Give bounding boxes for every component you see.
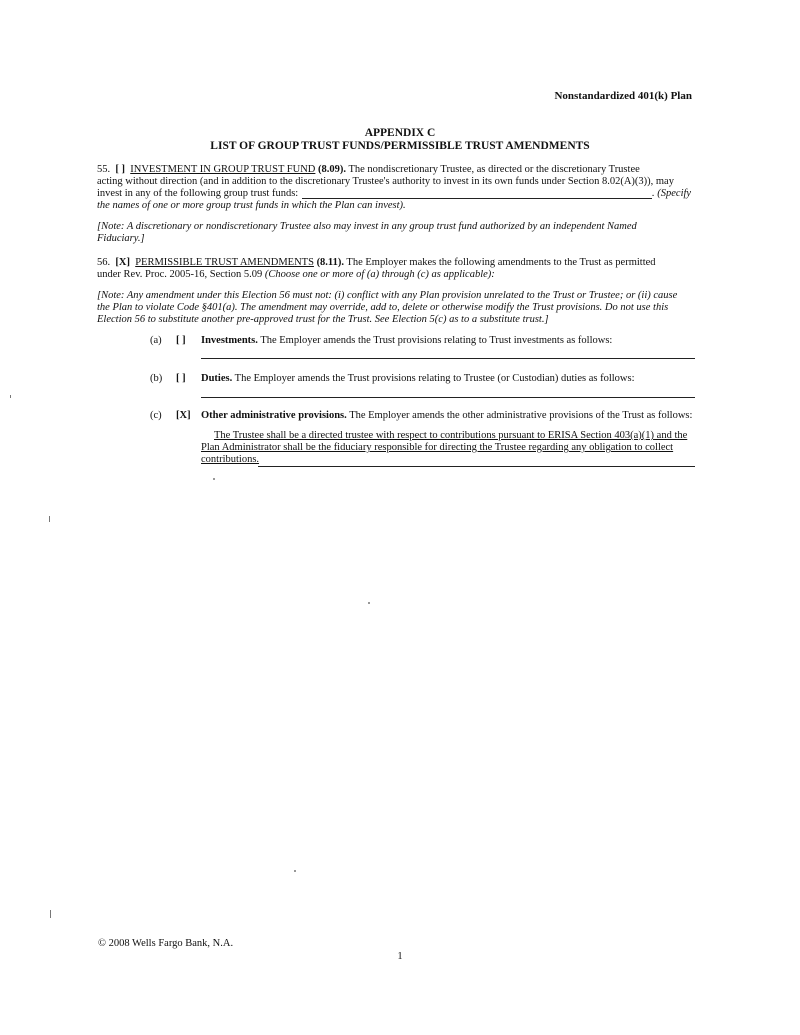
election-56-line2 bbox=[97, 269, 682, 281]
election-55-checkbox[interactable]: [ ] bbox=[115, 164, 125, 175]
election-55-heading: INVESTMENT IN GROUP TRUST FUND bbox=[130, 164, 316, 175]
election-56-text2: under Rev. Proc. 2005-16, Section 5.09 bbox=[97, 269, 263, 280]
option-a-blank[interactable] bbox=[201, 358, 695, 359]
election-55-note2: Fiduciary.] bbox=[97, 233, 145, 244]
option-b-text: The Employer amends the Trust provisions relating to Trustee (or Custodian) duties as follows: bbox=[234, 373, 635, 384]
option-a-text: The Employer amends the Trust provisions relating to Trust investments as follows: bbox=[260, 335, 613, 346]
election-56-text1: The Employer makes the following amendments to the Trust as permitted bbox=[346, 257, 656, 268]
option-a-row bbox=[201, 335, 701, 347]
option-a-checkbox[interactable]: [ ] bbox=[176, 335, 186, 346]
option-a-letter: (a) bbox=[150, 335, 162, 346]
appendix-subtitle: LIST OF GROUP TRUST FUNDS/PERMISSIBLE TRUST AMENDMENTS bbox=[210, 140, 590, 152]
group-trust-funds-blank[interactable] bbox=[302, 198, 652, 199]
option-b-letter: (b) bbox=[150, 373, 163, 384]
election-56-checkbox[interactable]: [X] bbox=[115, 257, 130, 268]
appendix-title: APPENDIX C bbox=[364, 127, 436, 139]
election-55-section: (8.09). bbox=[318, 164, 347, 175]
election-56-heading: PERMISSIBLE TRUST AMENDMENTS bbox=[135, 257, 314, 268]
election-56-section: (8.11). bbox=[316, 257, 344, 268]
election-55-number: 55. bbox=[97, 164, 111, 175]
scan-speck bbox=[213, 478, 215, 480]
option-c-fill-line2[interactable]: Plan Administrator shall be the fiduciary responsible for directing the Trustee regarding any obligation to collect bbox=[201, 442, 674, 453]
scan-speck bbox=[368, 602, 370, 604]
option-b-row bbox=[201, 373, 701, 385]
election-55-text3: invest in any of the following group trust funds: bbox=[97, 188, 299, 199]
page-number: 1 bbox=[397, 951, 403, 962]
election-56-note3: Election 56 to substitute another pre-approved trust for the Trust. See Election 5(c) as to a substitute trust.] bbox=[97, 314, 549, 325]
election-56-line1 bbox=[97, 257, 682, 269]
option-c-fill-line3[interactable]: contributions. bbox=[201, 454, 260, 465]
option-c-blank-rest bbox=[258, 466, 695, 467]
scan-speck bbox=[294, 870, 296, 872]
scan-speck bbox=[49, 516, 50, 522]
election-55-text1: The nondiscretionary Trustee, as directed or the discretionary Trustee bbox=[348, 164, 640, 175]
scan-speck bbox=[10, 395, 11, 398]
election-55-note1: [Note: A discretionary or nondiscretionary Trustee also may invest in any group trust fund authorized by an independent Named bbox=[97, 221, 637, 232]
option-b-blank[interactable] bbox=[201, 397, 695, 398]
option-c-fill-line1[interactable]: The Trustee shall be a directed trustee with respect to contributions pursuant to ERISA Section 403(a)(1) and the bbox=[214, 430, 688, 441]
option-c-row bbox=[201, 410, 701, 422]
copyright-footer: © 2008 Wells Fargo Bank, N.A. bbox=[98, 938, 234, 949]
option-b-label: Duties. bbox=[201, 373, 233, 384]
plan-type-header: Nonstandardized 401(k) Plan bbox=[554, 90, 692, 102]
option-c-label: Other administrative provisions. bbox=[201, 410, 347, 421]
election-56-note2: the Plan to violate Code §401(a). The amendment may override, add to, delete or otherwise modify the Trust provisions. Do not use this bbox=[97, 302, 669, 313]
option-c-checkbox[interactable]: [X] bbox=[176, 410, 191, 421]
option-c-text: The Employer amends the other administrative provisions of the Trust as follows: bbox=[349, 410, 693, 421]
option-a-label: Investments. bbox=[201, 335, 258, 346]
scan-speck bbox=[50, 910, 51, 918]
election-55-line1 bbox=[97, 164, 682, 176]
election-55-text2: acting without direction (and in addition to the discretionary Trustee's authority to invest in its own funds under Section 8.02(A)(3)), may bbox=[97, 176, 674, 187]
election-55-text4: the names of one or more group trust funds in which the Plan can invest). bbox=[97, 200, 406, 211]
option-c-letter: (c) bbox=[150, 410, 162, 421]
election-55-text3-end: . (Specify bbox=[652, 188, 692, 199]
option-b-checkbox[interactable]: [ ] bbox=[176, 373, 186, 384]
election-56-number: 56. bbox=[97, 257, 111, 268]
election-56-note1: [Note: Any amendment under this Election 56 must not: (i) conflict with any Plan provision unrelated to the Trust or Trustee; or (ii) cause bbox=[97, 290, 678, 301]
election-56-text2-italic: (Choose one or more of (a) through (c) as applicable): bbox=[264, 269, 495, 280]
